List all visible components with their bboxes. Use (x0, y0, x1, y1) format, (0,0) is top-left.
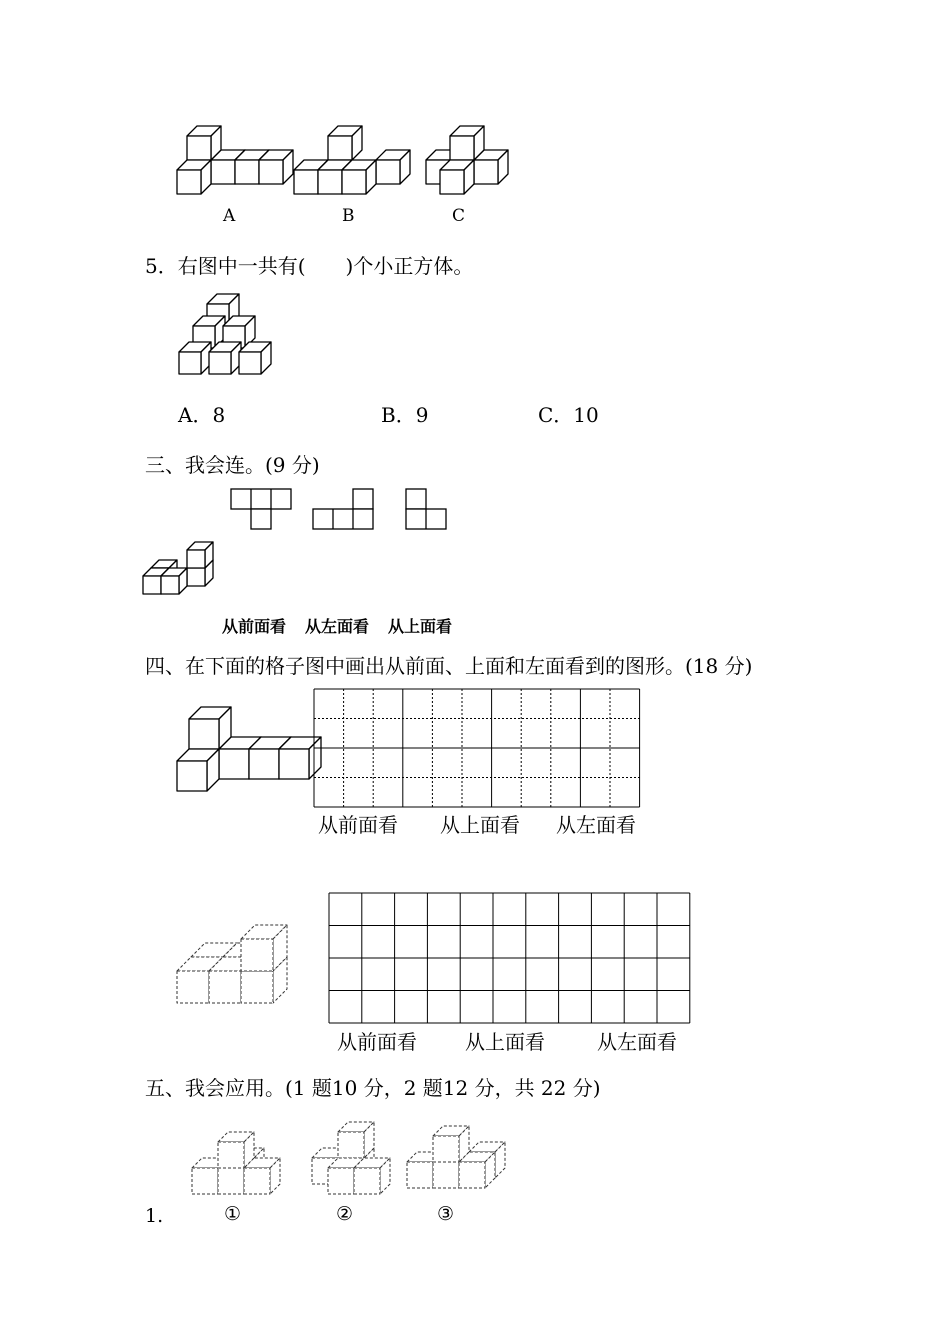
q5-pyramid-figure (175, 292, 285, 387)
grid1-label-top: 从上面看 (440, 813, 520, 837)
section3-title: 三、我会连。(9 分) (145, 453, 320, 477)
q4-figure-b (292, 122, 402, 202)
section3-solid-figure (142, 538, 214, 598)
grid1-label-left: 从左面看 (556, 813, 636, 837)
section4-solid-figure-1 (175, 705, 295, 795)
section3-view-shape-2 (312, 488, 374, 530)
q5-option-c: C．10 (538, 403, 599, 427)
section5-figure-3 (405, 1122, 500, 1190)
section4-grid-1[interactable] (313, 688, 641, 810)
q4-option-b: B (342, 206, 355, 226)
section4-title: 四、在下面的格子图中画出从前面、上面和左面看到的图形。(18 分) (145, 654, 753, 678)
q5-option-b: B．9 (381, 403, 429, 427)
q4-option-a: A (223, 206, 236, 226)
section3-view-shape-3 (405, 488, 447, 530)
section4-grid-2[interactable] (328, 892, 690, 1024)
q5-stem: 5．右图中一共有( )个小正方体。 (145, 254, 474, 278)
section5-label-3: ③ (437, 1203, 455, 1225)
section3-view-shape-1 (230, 488, 292, 530)
q4-figure-a (175, 122, 285, 202)
section3-view-label-left: 从左面看 (305, 617, 370, 636)
section5-figure-2 (300, 1118, 395, 1196)
section5-label-2: ② (336, 1203, 354, 1225)
section5-figure-1 (190, 1128, 285, 1196)
section4-solid-figure-2 (175, 925, 295, 1010)
q4-option-c: C (452, 206, 466, 226)
grid1-label-front: 从前面看 (318, 813, 398, 837)
grid2-label-front: 从前面看 (337, 1030, 417, 1054)
section5-label-1: ① (224, 1203, 242, 1225)
q5-option-a: A．8 (178, 403, 226, 427)
section5-title: 五、我会应用。(1 题10 分，2 题12 分，共 22 分) (145, 1076, 601, 1100)
grid2-label-top: 从上面看 (465, 1030, 545, 1054)
grid2-label-left: 从左面看 (597, 1030, 677, 1054)
q4-figure-c (414, 122, 514, 202)
section5-q1-number: 1. (145, 1205, 164, 1227)
section3-view-label-front: 从前面看 (222, 617, 287, 636)
section3-view-label-top: 从上面看 (388, 617, 453, 636)
